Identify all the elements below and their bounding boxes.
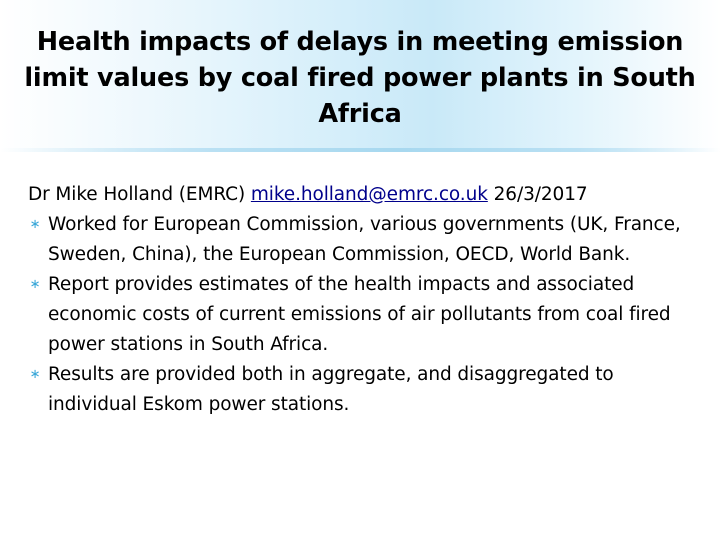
asterisk-bullet-icon: ∗ (29, 367, 41, 382)
bullet-text: Results are provided both in aggregate, and disaggregated to individual Eskom power stations. (48, 364, 614, 415)
asterisk-bullet-icon: ∗ (29, 217, 41, 232)
author-name: Dr Mike Holland (EMRC) (28, 184, 246, 205)
asterisk-bullet-icon: ∗ (29, 277, 41, 292)
bullet-item (28, 210, 708, 270)
bullet-list (28, 210, 708, 420)
author-line (28, 180, 708, 210)
bullet-item (28, 270, 708, 360)
bullet-text: Worked for European Commission, various governments (UK, France, Sweden, China), the European Commission, OECD, World Bank. (48, 214, 681, 265)
bullet-item (28, 360, 708, 420)
presentation-date: 26/3/2017 (493, 184, 588, 205)
bullet-text: Report provides estimates of the health impacts and associated economic costs of current emissions of air pollutants from coal fired power stations in South Africa. (48, 274, 671, 355)
email-link[interactable]: mike.holland@emrc.co.uk (250, 184, 488, 205)
slide-title: Health impacts of delays in meeting emission limit values by coal fired power plants in South Africa (24, 27, 696, 129)
slide-content (28, 180, 708, 420)
